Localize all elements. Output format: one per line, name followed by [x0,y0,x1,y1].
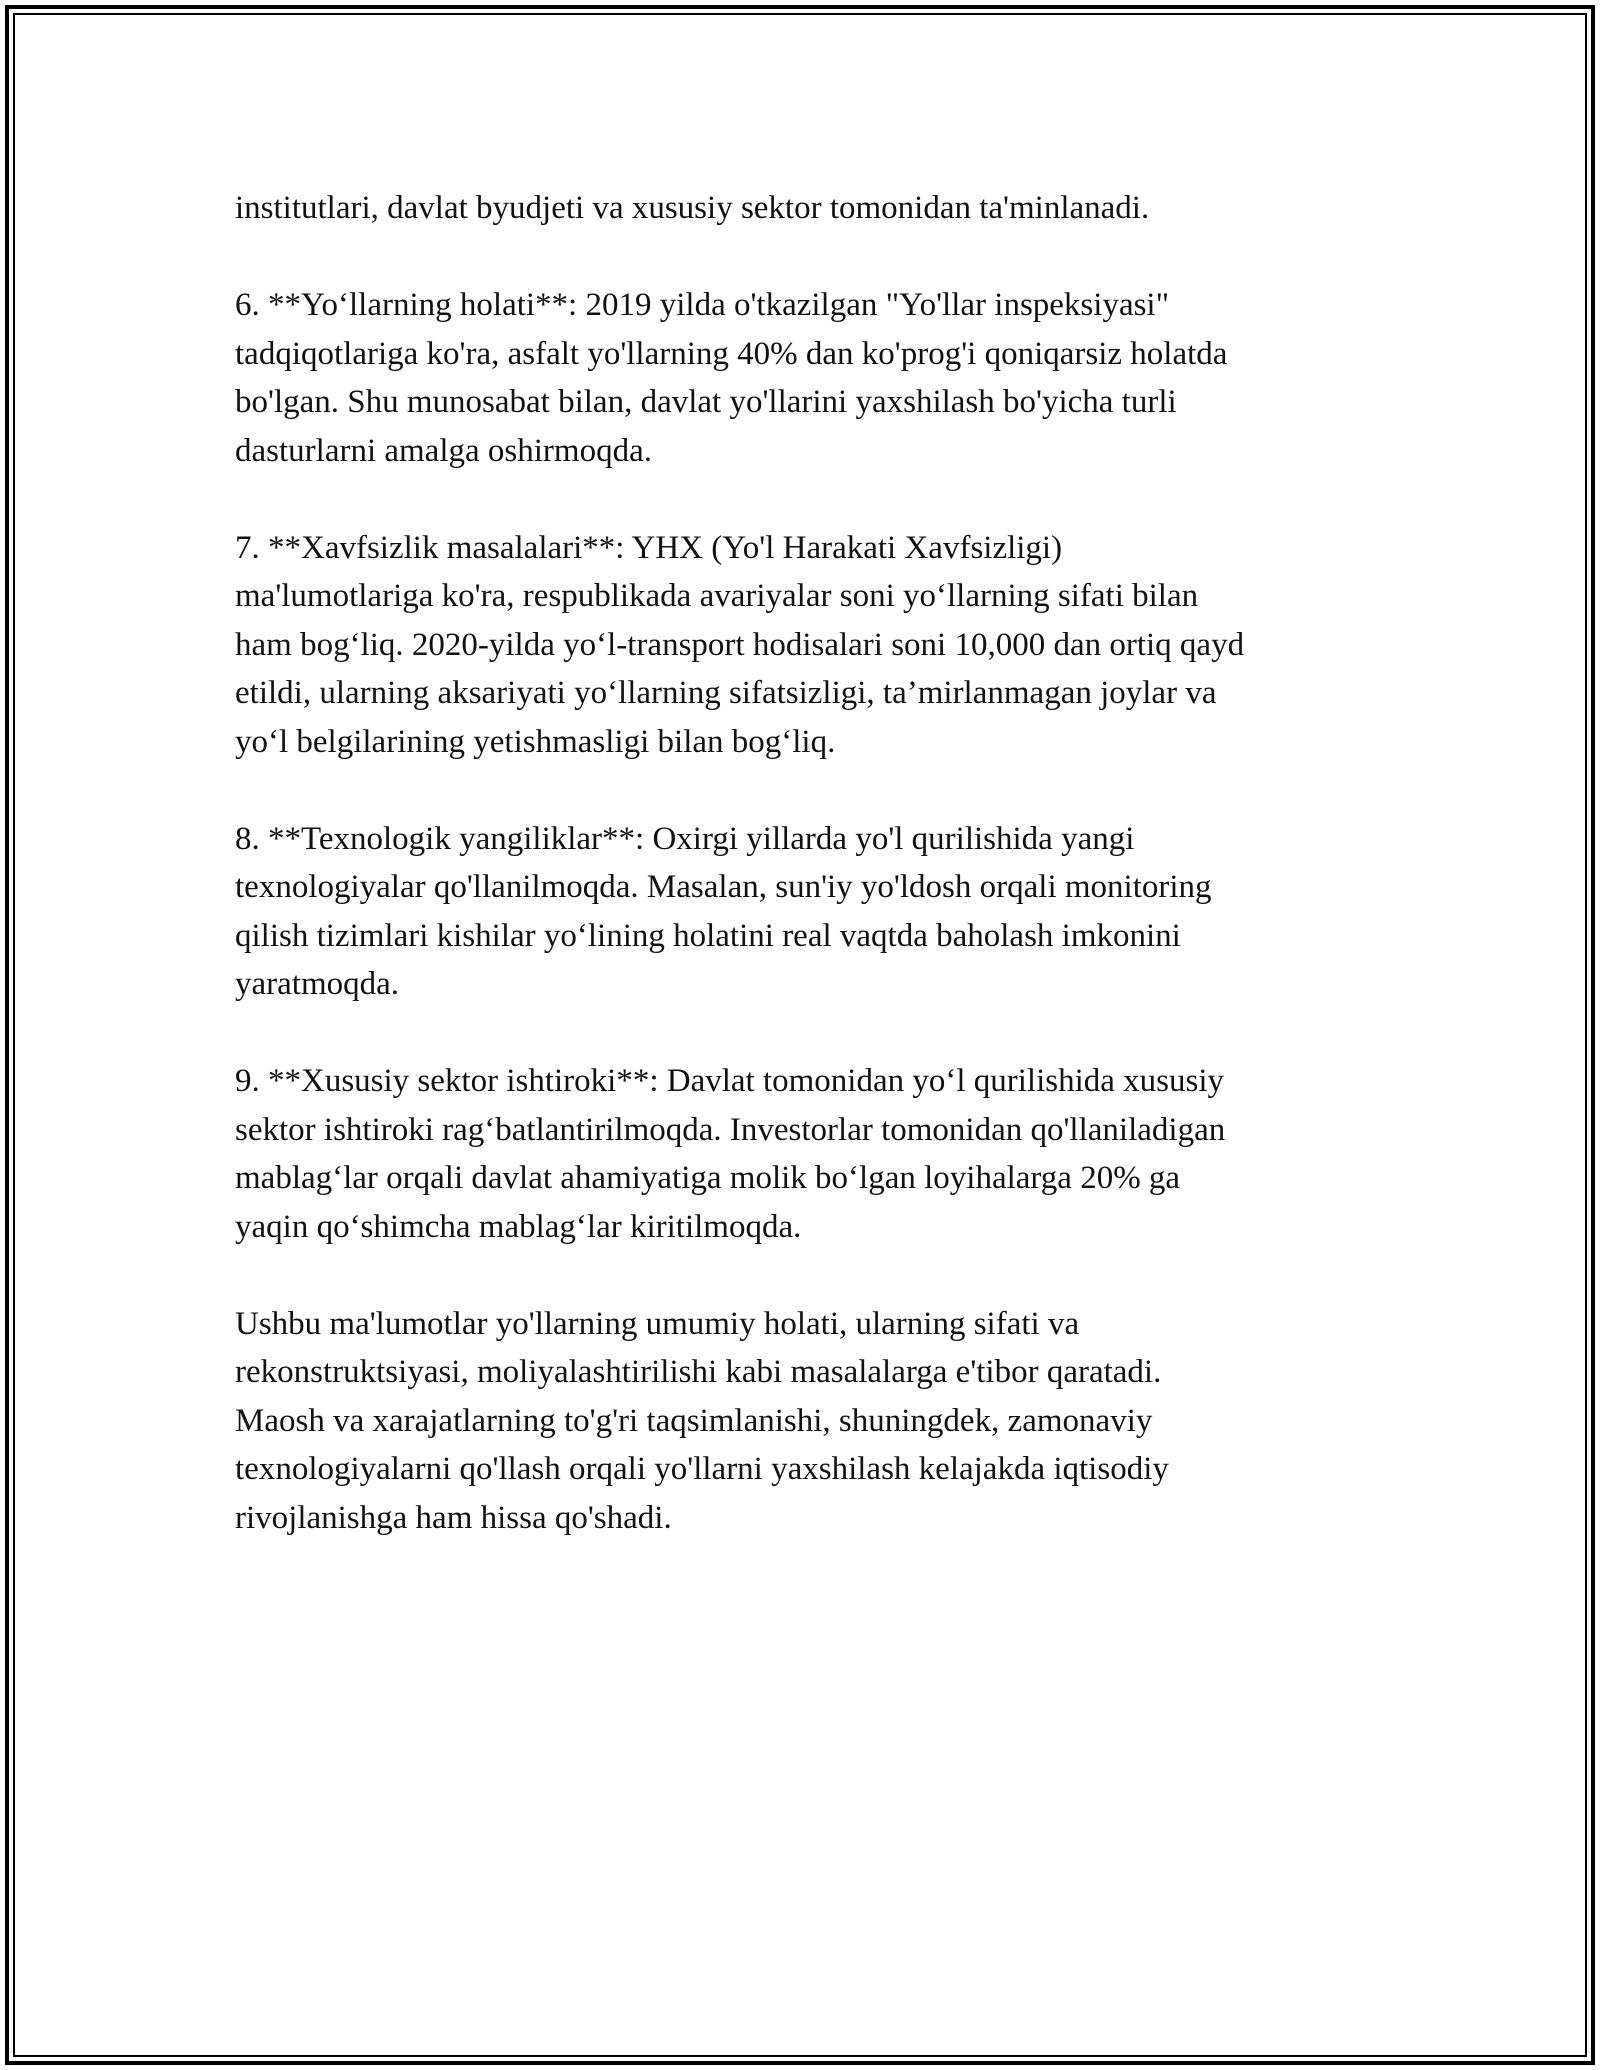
paragraph-item-6-road-condition [235,281,1375,475]
text-line: 8. **Texnologik yangiliklar**: Oxirgi yillarda yo'l qurilishida yangi [235,820,1135,857]
text-line: ham bog‘liq. 2020-yilda yo‘l-transport hodisalari soni 10,000 dan ortiq qayd [235,626,1245,663]
text-line: 6. **Yo‘llarning holati**: 2019 yilda o'tkazilgan "Yo'llar inspeksiyasi" [235,287,1170,323]
text-line: tadqiqotlariga ko'ra, asfalt yo'llarning 40% dan ko'prog'i qoniqarsiz holatda [235,335,1228,372]
paragraph-item-8-technology [235,815,1375,1009]
paragraph-item-7-safety [235,524,1375,767]
text-line: rekonstruktsiyasi, moliyalashtirilishi kabi masalalarga e'tibor qaratadi. [235,1354,1162,1390]
text-line: texnologiyalarni qo'llash orqali yo'llarni yaxshilash kelajakda iqtisodiy [235,1451,1169,1487]
text-line: ma'lumotlariga ko'ra, respublikada avariyalar soni yo‘llarning sifati bilan [235,578,1199,614]
paragraph-conclusion [235,1300,1375,1543]
text-line: mablag‘lar orqali davlat ahamiyatiga molik bo‘lgan loyihalarga 20% ga [235,1160,1181,1196]
text-line: yo‘l belgilarining yetishmasligi bilan bog‘liq. [235,723,836,760]
paragraph-item-9-private-sector [235,1057,1375,1251]
text-line: yaratmoqda. [235,966,400,1002]
text-line: etildi, ularning aksariyati yo‘llarning sifatsizligi, ta’mirlanmagan joylar va [235,675,1217,711]
text-line: Maosh va xarajatlarning to'g'ri taqsimlanishi, shuningdek, zamonaviy [235,1402,1153,1439]
text-line: 7. **Xavfsizlik masalalari**: YHX (Yo'l Harakati Xavfsizligi) [235,529,1063,566]
text-line: Ushbu ma'lumotlar yo'llarning umumiy holati, ularning sifati va [235,1305,1080,1342]
text-line: institutlari, davlat byudjeti va xususiy sektor tomonidan ta'minlanadi. [235,190,1150,226]
text-line: rivojlanishga ham hissa qo'shadi. [235,1499,672,1536]
text-line: dasturlarni amalga oshirmoqda. [235,432,652,469]
text-line: yaqin qo‘shimcha mablag‘lar kiritilmoqda. [235,1208,802,1245]
paragraph-intro-continuation [235,184,1375,233]
text-line: qilish tizimlari kishilar yo‘lining holatini real vaqtda baholash imkonini [235,917,1181,954]
text-line: bo'lgan. Shu munosabat bilan, davlat yo'llarini yaxshilash bo'yicha turli [235,384,1177,420]
text-line: sektor ishtiroki rag‘batlantirilmoqda. Investorlar tomonidan qo'llaniladigan [235,1111,1226,1148]
text-line: texnologiyalar qo'llanilmoqda. Masalan, sun'iy yo'ldosh orqali monitoring [235,869,1212,905]
text-line: 9. **Xususiy sektor ishtiroki**: Davlat tomonidan yo‘l qurilishida xususiy [235,1063,1225,1099]
document-body [235,184,1375,1591]
